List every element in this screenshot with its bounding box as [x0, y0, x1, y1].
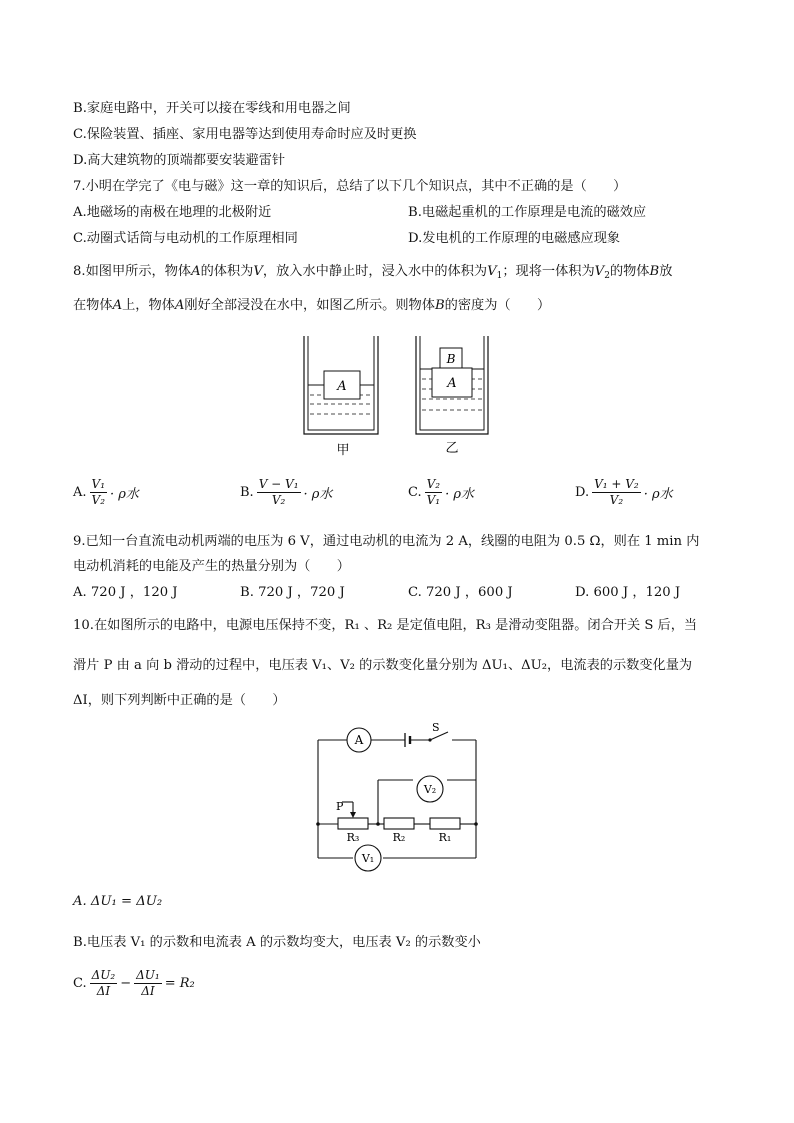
resistor-r3 [338, 818, 368, 829]
q8-stem-line2: 在物体A上，物体A刚好全部浸没在水中，如图乙所示。则物体B的密度为（ ） [73, 298, 551, 313]
block-a-label-left: A [337, 379, 347, 394]
q9-stem-line1: 9.已知一台直流电动机两端的电压为 6 V，通过电动机的电流为 2 A，线圈的电阻为 0.5 Ω，则在 1 min 内 [73, 534, 700, 549]
q10-option-c: C. $\frac{\text{ΔU₂}}{\Delta I}$ − $\frac{\text{ΔU₁}}{\Delta I}$ = R₂ [73, 968, 195, 998]
q9-option-b: B. 720 J ，720 J [240, 585, 345, 600]
resistor-r2 [384, 818, 414, 829]
voltmeter-v2-label: V₂ [423, 783, 437, 796]
q6-option-d: D.高大建筑物的顶端都要安装避雷针 [73, 153, 286, 168]
q8-option-b: B. $\frac{\text{V − V₁}}{\text{V₂}}$ · ρ水 [240, 477, 333, 507]
voltmeter-v1-label: V₁ [361, 852, 375, 865]
q9-option-d: D. 600 J ，120 J [575, 585, 681, 600]
q10-option-a: A. ΔU₁ = ΔU₂ [73, 894, 163, 909]
block-a-label-right: A [447, 376, 457, 391]
q9-option-c: C. 720 J ，600 J [408, 585, 513, 600]
q10-circuit [310, 720, 490, 880]
block-b-label: B [446, 352, 456, 366]
r1-label: R₁ [438, 831, 452, 844]
resistor-r1 [430, 818, 460, 829]
container-jia [304, 336, 378, 434]
switch-label: S [432, 721, 440, 734]
q6-option-c: C.保险装置、插座、家用电器等达到使用寿命时应及时更换 [73, 127, 417, 142]
q7-option-c: C.动圈式话筒与电动机的工作原理相同 [73, 231, 298, 246]
q10-stem-line3: ΔI，则下列判断中正确的是（ ） [73, 693, 286, 708]
q8-option-a: A. $\frac{\text{V₁}}{\text{V₂}}$ · ρ水 [73, 477, 139, 507]
figure-label-yi: 乙 [445, 441, 459, 456]
r3-label: R₃ [346, 831, 360, 844]
q8-option-d: D. $\frac{\text{V₁ + V₂}}{\text{V₂}}$ · ρ水 [575, 477, 673, 507]
q7-option-a: A.地磁场的南极在地理的北极附近 [73, 205, 272, 220]
slider-arrow [350, 812, 356, 818]
q8-option-c: C. $\frac{\text{V₂}}{\text{V₁}}$ · ρ水 [408, 477, 475, 507]
q10-stem-line1: 10.在如图所示的电路中，电源电压保持不变，R₁ 、R₂ 是定值电阻，R₃ 是滑动变阻器。闭合开关 S 后，当 [73, 618, 698, 633]
q9-stem-line2: 电动机消耗的电能及产生的热量分别为（ ） [73, 559, 350, 574]
q7-option-d: D.发电机的工作原理的电磁感应现象 [408, 231, 621, 246]
q9-option-a: A. 720 J ，120 J [73, 585, 178, 600]
q10-option-b: B.电压表 V₁ 的示数和电流表 A 的示数均变大，电压表 V₂ 的示数变小 [73, 935, 481, 950]
slider-label: P [336, 800, 344, 813]
q8-figure [296, 332, 492, 460]
q7-option-b: B.电磁起重机的工作原理是电流的磁效应 [408, 205, 647, 220]
q10-stem-line2: 滑片 P 由 a 向 b 滑动的过程中，电压表 V₁、V₂ 的示数变化量分别为 ΔU₁、ΔU₂，电流表的示数变化量为 [73, 658, 693, 673]
ammeter-label: A [354, 733, 364, 747]
q7-stem: 7.小明在学完了《电与磁》这一章的知识后，总结了以下几个知识点，其中不正确的是（ ） [73, 179, 627, 194]
figure-label-jia: 甲 [336, 443, 350, 458]
r2-label: R₂ [392, 831, 406, 844]
q6-option-b: B.家庭电路中，开关可以接在零线和用电器之间 [73, 101, 351, 116]
container-yi [416, 336, 488, 434]
q8-stem-line1: 8.如图甲所示，物体A的体积为V，放入水中静止时，浸入水中的体积为$V_1$；现将一体积为$V_2$的物体B放 [73, 264, 673, 281]
